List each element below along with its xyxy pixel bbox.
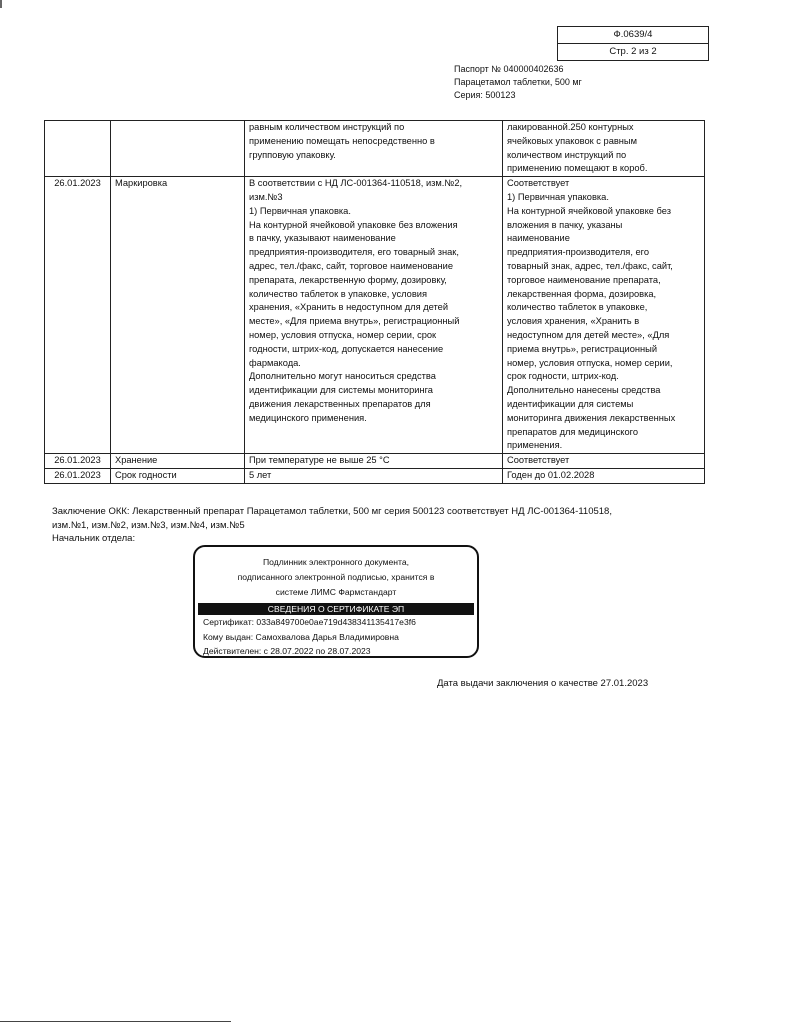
row-result: Соответствует 1) Первичная упаковка. На контурной ячейковой упаковке без вложения в пачку, указаны наименование предприятия-производителя, его товарный знак, адрес, тел./факс, сайт, торговое наименование препарата, лекарственная форма, дозировка, количество таблеток в упаковке, условия хранения, «Хранить в недоступном для детей месте», «Для приема внутрь», регистрационный номер, условия отпуска, номер серии, срок годности, штрих-код. Дополнительно нанесены средства идентификации для системы мониторинга движения лекарственных препаратов для медицинского применения.	[503, 177, 705, 454]
table-row	[45, 468, 705, 483]
row-requirement: 5 лет	[245, 468, 503, 483]
page-number: Стр. 2 из 2	[558, 43, 708, 60]
row-date	[45, 121, 111, 177]
table-row	[45, 121, 705, 177]
electronic-signature-stamp	[193, 545, 479, 658]
test-results-table	[44, 120, 705, 484]
row-result: Соответствует	[503, 454, 705, 469]
head-of-department-label: Начальник отдела:	[52, 533, 136, 544]
qc-conclusion: Заключение ОКК: Лекарственный препарат Парацетамол таблетки, 500 мг серия 500123 соответствует НД ЛС-001364-110518, изм.№1, изм.№2, изм.№3, изм.№4, изм.№5	[52, 506, 612, 531]
row-parameter: Срок годности	[111, 468, 245, 483]
form-code: Ф.0639/4	[613, 29, 653, 40]
row-requirement: В соответствии с НД ЛС-001364-110518, изм.№2, изм.№3 1) Первичная упаковка. На контурной ячейковой упаковке без вложения в пачку, указывают наименование предприятия-производителя, его товарный знак, адрес, тел./факс, сайт, торговое наименование препарата, лекарственную форму, дозировку, количество таблеток в упаковке, условия хранения, «Хранить в недоступном для детей месте», «Для приема внутрь», регистрационный номер, условия отпуска, номер серии, срок годности, штрих-код, допускается нанесение фармакода. Дополнительно могут наноситься средства идентификации для системы мониторинга движения лекарственных препаратов для медицинского применения.	[245, 177, 503, 454]
form-code-box	[557, 26, 709, 61]
scan-edge-mark	[0, 0, 2, 8]
row-date: 26.01.2023	[45, 177, 111, 454]
row-parameter	[111, 121, 245, 177]
certificate-validity: Действителен: с 28.07.2022 по 28.07.2023	[203, 646, 371, 656]
certificate-owner: Кому выдан: Самохвалова Дарья Владимировна	[203, 631, 399, 642]
issue-date: Дата выдачи заключения о качестве 27.01.2023	[437, 678, 649, 689]
row-date: 26.01.2023	[45, 454, 111, 469]
row-result: Годен до 01.02.2028	[503, 468, 705, 483]
row-date: 26.01.2023	[45, 468, 111, 483]
row-requirement: равным количеством инструкций по применению помещать непосредственно в групповую упаковку.	[245, 121, 503, 177]
certificate-info-title: СВЕДЕНИЯ О СЕРТИФИКАТЕ ЭП	[198, 603, 474, 615]
series-number: Серия: 500123	[454, 90, 516, 100]
passport-number: Паспорт № 040000402636	[454, 64, 564, 74]
footer-rule	[0, 1021, 231, 1022]
row-result: лакированной.250 контурных ячейковых упаковок с равным количеством инструкций по применению помещают в короб.	[503, 121, 705, 177]
table-row	[45, 177, 705, 454]
certificate-serial: Сертификат: 033a849700e0ae719d438341135417e3f6	[203, 617, 416, 627]
row-parameter: Хранение	[111, 454, 245, 469]
table-row	[45, 454, 705, 469]
row-requirement: При температуре не выше 25 °С	[245, 454, 503, 469]
passport-header	[454, 63, 582, 102]
row-parameter: Маркировка	[111, 177, 245, 454]
stamp-note: Подлинник электронного документа, подписанного электронной подписью, хранится в системе ЛИМС Фармстандарт	[237, 557, 435, 597]
product-name: Парацетамол таблетки, 500 мг	[454, 77, 582, 87]
